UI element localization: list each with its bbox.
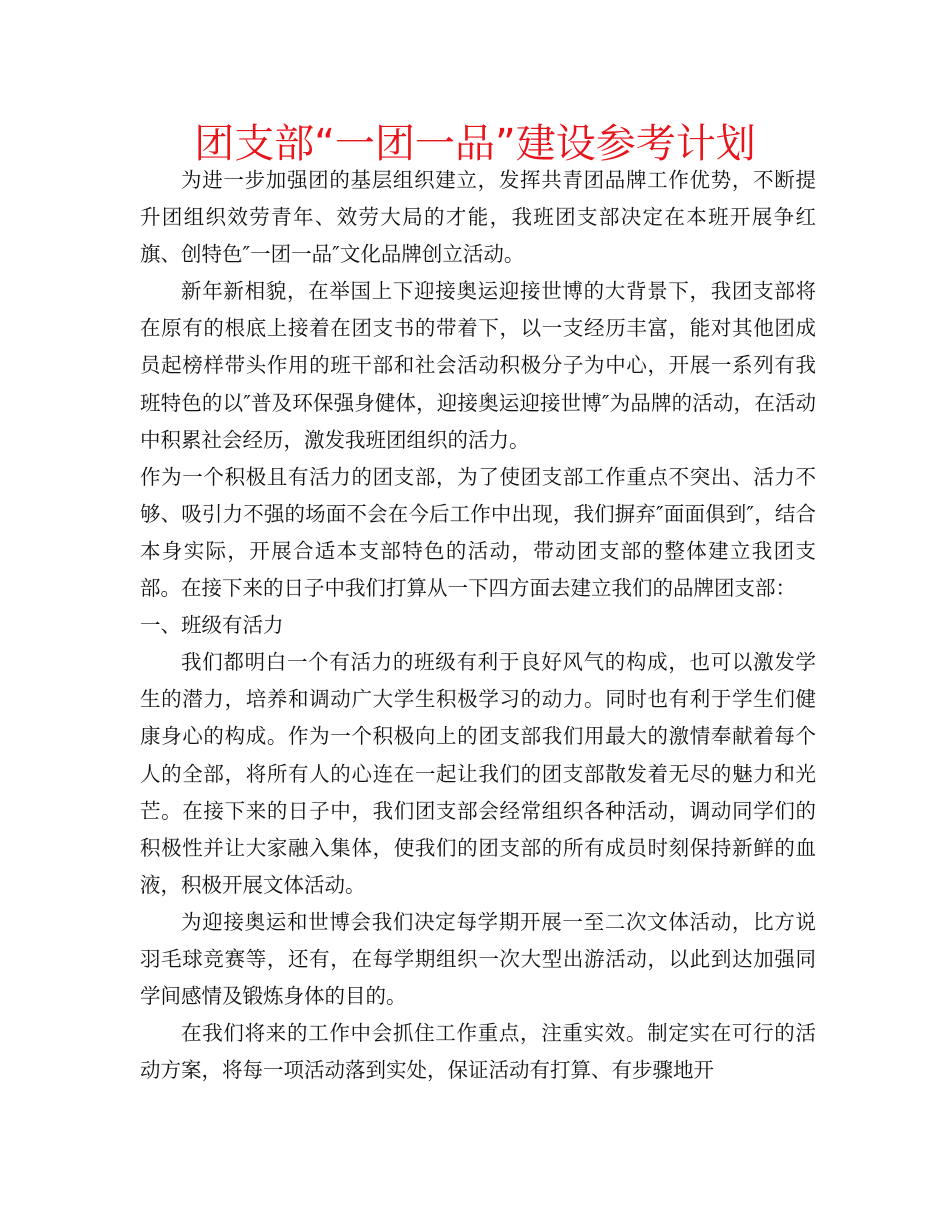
section-heading-class-vitality: 一、班级有活力 <box>140 613 284 638</box>
paragraph-background: 新年新相貌，在举国上下迎接奥运迎接世博的大背景下，我团支部将在原有的根底上接着在团支书的带着下，以一支经历丰富，能对其他团成员起榜样带头作用的班干部和社会活动积极分子为中心，开展一系列有我班特色的以″普及环保强身健体，迎接奥运迎接世博″为品牌的活动，在活动中积累社会经历，激发我班团组织的活力。 <box>140 279 816 452</box>
paragraph-class-vitality: 我们都明白一个有活力的班级有利于良好风气的构成，也可以激发学生的潜力，培养和调动广大学生积极学习的动力。同时也有利于学生们健康身心的构成。作为一个积极向上的团支部我们用最大的激情奉献着每个人的全部，将所有人的心连在一起让我们的团支部散发着无尽的魅力和光芒。在接下来的日子中，我们团支部会经常组织各种活动，调动同学们的积极性并让大家融入集体，使我们的团支部的所有成员时刻保持新鲜的血液，积极开展文体活动。 <box>140 650 816 897</box>
paragraph-intro: 为进一步加强团的基层组织建立，发挥共青团品牌工作优势，不断提升团组织效劳青年、效劳大局的才能，我班团支部决定在本班开展争红旗、创特色″一团一品″文化品牌创立活动。 <box>140 168 816 267</box>
paragraph-sports-activities: 为迎接奥运和世博会我们决定每学期开展一至二次文体活动，比方说羽毛球竞赛等，还有，在每学期组织一次大型出游活动，以此到达加强同学间感情及锻炼身体的目的。 <box>140 909 816 1009</box>
document-title: 团支部“一团一品”建设参考计划 <box>194 121 756 167</box>
document-body <box>140 162 816 1089</box>
paragraph-plan-overview: 作为一个积极且有活力的团支部，为了使团支部工作重点不突出、活力不够、吸引力不强的场面不会在今后工作中出现，我们摒弃″面面俱到″，结合本身实际，开展合适本支部特色的活动，带动团支部的整体建立我团支部。在接下来的日子中我们打算从一下四方面去建立我们的品牌团支部： <box>140 464 816 601</box>
paragraph-work-focus: 在我们将来的工作中会抓住工作重点，注重实效。制定实在可行的活动方案，将每一项活动落到实处，保证活动有打算、有步骤地开 <box>140 1021 816 1083</box>
